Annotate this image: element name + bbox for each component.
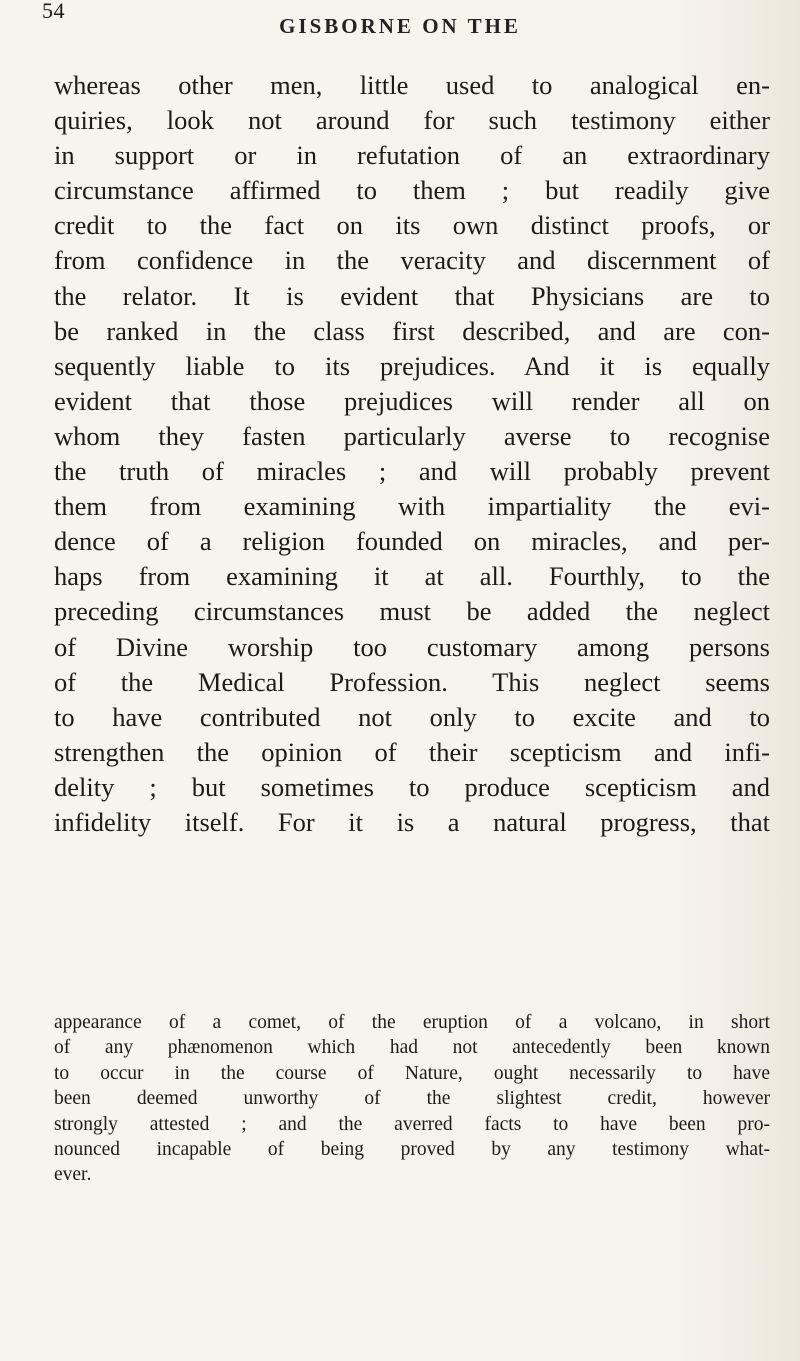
text-line: circumstance affirmed to them ; but readily give [54, 175, 770, 206]
text-line: in support or in refutation of an extraordinary [54, 140, 770, 171]
text-line: them from examining with impartiality the evi- [54, 491, 770, 522]
text-line: delity ; but sometimes to produce scepticism and [54, 771, 770, 802]
text-line: the relator. It is evident that Physicians are to [54, 280, 770, 311]
text-line: dence of a religion founded on miracles, and per- [54, 526, 770, 557]
text-line: quiries, look not around for such testimony either [54, 105, 770, 136]
running-title: GISBORNE ON THE [279, 14, 521, 38]
text-line: haps from examining it at all. Fourthly, to the [54, 561, 770, 592]
body-text [54, 68, 770, 840]
text-line: credit to the fact on its own distinct proofs, or [54, 210, 770, 241]
footnote-line: appearance of a comet, of the eruption of a volcano, in short [54, 1012, 770, 1033]
footnote-line: to occur in the course of Nature, ought necessarily to have [54, 1062, 770, 1084]
footnote-line: nounced incapable of being proved by any testimony what- [54, 1138, 770, 1160]
text-line: strengthen the opinion of their scepticism and infi- [54, 736, 770, 767]
text-line: whom they fasten particularly averse to recognise [54, 420, 770, 451]
page-number: 54 [42, 0, 65, 23]
text-line: preceding circumstances must be added the neglect [54, 596, 770, 627]
text-line: sequently liable to its prejudices. And it is equally [54, 350, 770, 381]
text-line: of the Medical Profession. This neglect seems [54, 666, 770, 697]
footnote-line: strongly attested ; and the averred facts to have been pro- [54, 1113, 770, 1135]
text-line: to have contributed not only to excite and to [54, 701, 770, 732]
text-line: the truth of miracles ; and will probably prevent [54, 456, 770, 487]
footnote-line: been deemed unworthy of the slightest credit, however [54, 1088, 770, 1110]
text-line: of Divine worship too customary among persons [54, 631, 770, 662]
footnote-line: of any phænomenon which had not antecedently been known [54, 1037, 770, 1059]
footnote [54, 1010, 770, 1188]
text-line: whereas other men, little used to analogical en- [54, 70, 770, 100]
footnote-line: ever. [54, 1164, 92, 1186]
text-line: infidelity itself. For it is a natural progress, that [54, 806, 770, 837]
text-line: from confidence in the veracity and discernment of [54, 245, 770, 276]
text-line: evident that those prejudices will render all on [54, 385, 770, 416]
text-line: be ranked in the class first described, and are con- [54, 315, 770, 346]
